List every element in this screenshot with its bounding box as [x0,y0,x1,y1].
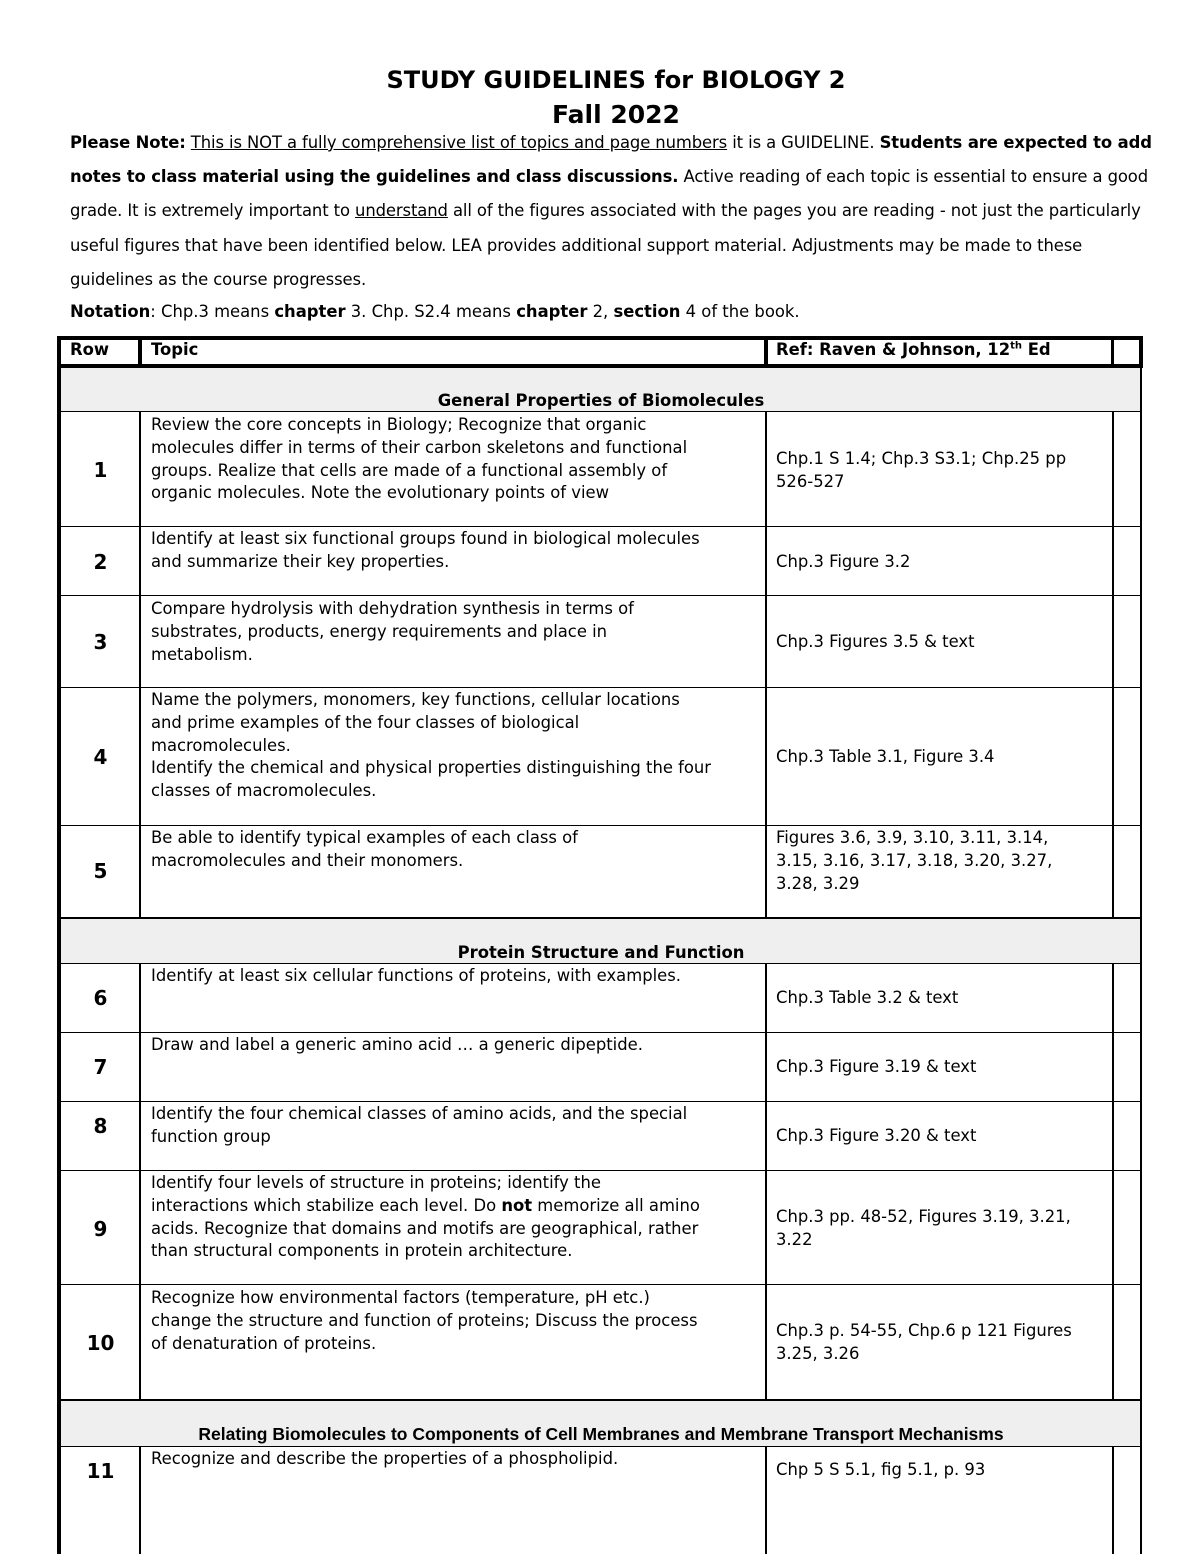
row-line [60,526,1141,527]
table-border [57,364,1143,368]
row-number: 9 [93,1217,108,1241]
notation-text: 3. Chp. S2.4 means [345,302,517,321]
topic-line: than structural components in protein architecture. [151,1241,573,1261]
row-number: 4 [93,745,108,769]
row-line [60,1101,1141,1102]
column-line [1112,963,1114,1400]
reference-cell [776,987,1106,1010]
topic-bold: not [501,1195,533,1215]
topic-line: metabolism. [151,644,253,664]
row-line [60,1446,1141,1447]
topic-line: Be able to identify typical examples of each class of [151,828,578,847]
header-reference [776,340,1051,359]
row-line [60,595,1141,596]
column-line [139,411,141,919]
topic-line: classes of macromolecules. [151,781,377,801]
intro-text: all of the figures associated with the pages you are reading - not just the particularly useful figures that have been identified below. LEA provides additional support material. Adjustments may be made to these guidelines as the course progresses. [70,201,1141,289]
document-title: STUDY GUIDELINES for BIOLOGY 2 [386,66,846,94]
ref-line: 3.28, 3.29 [776,873,860,893]
table-border [1139,336,1143,368]
ref-line: Chp.3 p. 54-55, Chp.6 p 121 Figures [776,1321,1072,1340]
column-line [1112,411,1114,919]
notation-text: 4 of the book. [680,302,800,321]
header-reference-text: Ref: Raven & Johnson, 12 [776,340,1011,359]
ref-line: Chp.3 Figures 3.5 & text [776,632,975,651]
topic-line: Name the polymers, monomers, key functions, cellular locations [151,690,680,709]
topic-line: Compare hydrolysis with dehydration synthesis in terms of [151,599,634,618]
topic-line: of denaturation of proteins. [151,1333,377,1353]
header-topic: Topic [151,340,199,359]
intro-text: it is a GUIDELINE. [727,133,880,152]
topic-line: macromolecules. [151,735,291,755]
column-line [765,1446,767,1554]
reference-cell [776,631,1106,654]
row-number: 6 [93,986,108,1010]
topic-cell [151,689,761,803]
row-line [60,411,1141,412]
ref-line: 3.22 [776,1229,813,1249]
section-title: General Properties of Biomolecules [437,391,765,410]
topic-text: memorize all amino [532,1195,700,1215]
topic-line: change the structure and function of proteins; Discuss the process [151,1310,698,1330]
reference-cell [776,448,1106,494]
row-line [60,963,1141,964]
topic-line: groups. Realize that cells are made of a functional assembly of [151,460,668,480]
notation-text: : Chp.3 means [150,302,275,321]
topic-cell [151,414,761,505]
topic-line: function group [151,1126,271,1146]
topic-line: Recognize and describe the properties of a phospholipid. [151,1449,619,1468]
row-number: 10 [86,1331,115,1355]
column-line [765,411,767,919]
reference-cell [776,1459,1106,1482]
reference-cell [776,1125,1106,1148]
reference-cell [776,551,1106,574]
please-note-label: Please Note: [70,133,186,152]
row-number: 8 [93,1114,108,1138]
ref-line: Chp.3 Figure 3.20 & text [776,1126,977,1145]
topic-cell [151,1172,761,1263]
topic-line: Identify four levels of structure in proteins; identify the [151,1173,601,1192]
row-line [60,1284,1141,1285]
topic-cell [151,827,761,873]
notation-bold: section [613,302,681,321]
topic-cell [151,1034,761,1057]
topic-line: acids. Recognize that domains and motifs are geographical, rather [151,1218,699,1238]
ref-line: Chp 5 S 5.1, fig 5.1, p. 93 [776,1460,986,1479]
section-title: Relating Biomolecules to Components of Cell Membranes and Membrane Transport Mechanisms [198,1424,1004,1444]
reference-cell [776,1320,1106,1366]
intro-bold-expectation: Students are expected to add notes to class material using the guidelines and class discussions. [70,133,1152,187]
reference-cell [776,1206,1106,1252]
row-number: 7 [93,1055,108,1079]
topic-text: interactions which stabilize each level. Do [151,1195,502,1215]
topic-cell [151,528,761,574]
topic-line [151,1195,761,1218]
topic-line: organic molecules. Note the evolutionary points of view [151,483,609,503]
ref-line: Chp.3 Figure 3.2 [776,552,911,571]
topic-line: substrates, products, energy requirements and place in [151,621,608,641]
column-line [139,963,141,1400]
topic-line: Identify at least six cellular functions of proteins, with examples. [151,966,681,985]
ref-line: 3.15, 3.16, 3.17, 3.18, 3.20, 3.27, [776,850,1053,870]
intro-underlined-word: understand [355,201,448,221]
ref-line: 526-527 [776,471,845,491]
row-line [60,1032,1141,1033]
topic-cell [151,1448,761,1471]
column-line [1112,1446,1114,1554]
row-number: 2 [93,550,108,574]
ref-line: Chp.1 S 1.4; Chp.3 S3.1; Chp.25 pp [776,449,1067,468]
row-number: 1 [93,458,108,482]
topic-line: and summarize their key properties. [151,551,450,571]
topic-cell [151,1287,761,1355]
table-border [57,336,61,1554]
row-number: 3 [93,630,108,654]
table-border [764,336,768,368]
column-line [765,963,767,1400]
topic-line: and prime examples of the four classes of biological [151,712,580,732]
table-border [1111,336,1114,368]
row-number: 11 [86,1459,115,1483]
section-title: Protein Structure and Function [457,943,745,962]
notation-label: Notation [70,302,151,321]
row-number: 5 [93,859,108,883]
row-line [60,917,1141,919]
header-reference-sup: th [1010,340,1023,352]
row-line [60,1399,1141,1401]
notation-bold: chapter [274,302,346,321]
row-line [60,1170,1141,1171]
header-reference-suffix: Ed [1022,340,1051,359]
topic-line: Identify the chemical and physical properties distinguishing the four [151,758,712,778]
topic-line: Identify the four chemical classes of amino acids, and the special [151,1104,688,1123]
topic-line: molecules differ in terms of their carbon skeletons and functional [151,437,688,457]
table-border [138,336,142,368]
notation-bold: chapter [516,302,588,321]
topic-line: macromolecules and their monomers. [151,850,464,870]
notation-text: 2, [587,302,614,321]
ref-line: Chp.3 Table 3.2 & text [776,988,959,1007]
intro-underlined-disclaimer: This is NOT a fully comprehensive list of topics and page numbers [190,133,728,152]
reference-cell [776,746,1106,769]
document-term: Fall 2022 [552,100,680,129]
column-line [139,1446,141,1554]
reference-cell [776,827,1106,895]
topic-line: Identify at least six functional groups found in biological molecules [151,529,700,548]
ref-line: 3.25, 3.26 [776,1343,860,1363]
topic-line: Draw and label a generic amino acid … a generic dipeptide. [151,1035,643,1054]
table-border [1140,368,1142,1554]
ref-line: Chp.3 pp. 48-52, Figures 3.19, 3.21, [776,1207,1071,1226]
header-row: Row [70,340,110,359]
row-line [60,687,1141,688]
topic-cell [151,965,761,988]
topic-cell [151,1103,761,1149]
ref-line: Chp.3 Figure 3.19 & text [776,1057,977,1076]
topic-line: Review the core concepts in Biology; Recognize that organic [151,415,647,434]
topic-cell [151,598,761,666]
ref-line: Chp.3 Table 3.1, Figure 3.4 [776,747,995,766]
topic-line: Recognize how environmental factors (temperature, pH etc.) [151,1288,650,1307]
intro-text: Active reading of each topic is essential to ensure a good grade. It is extremely important to [70,167,1149,221]
row-line [60,825,1141,826]
ref-line: Figures 3.6, 3.9, 3.10, 3.11, 3.14, [776,828,1049,847]
reference-cell [776,1056,1106,1079]
